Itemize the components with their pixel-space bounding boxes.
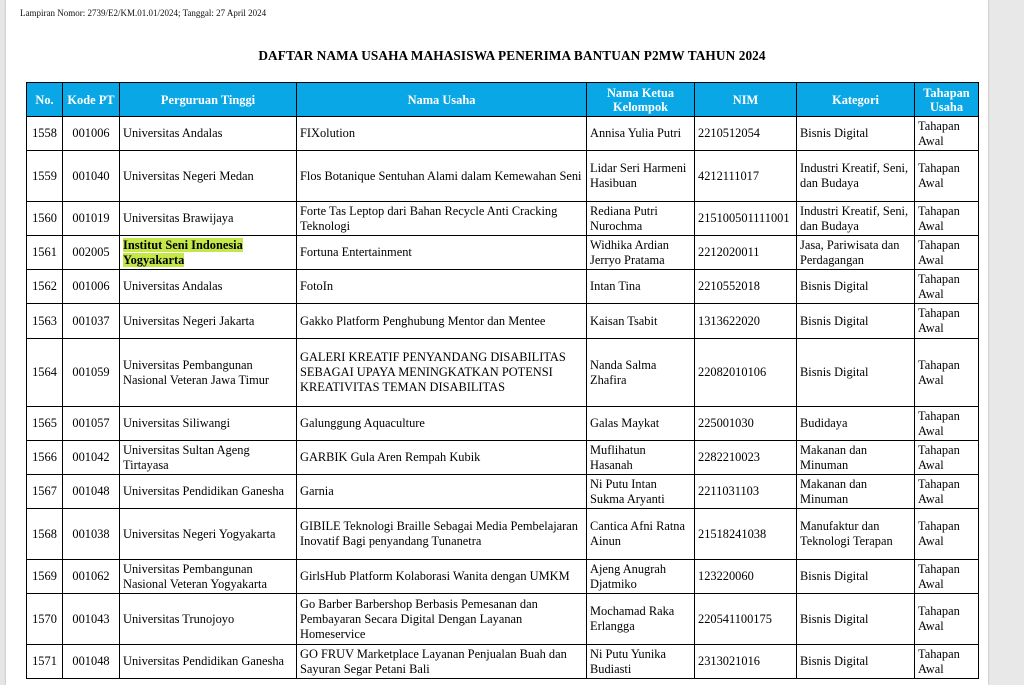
cell-nama-ketua: Nanda Salma Zhafira (587, 339, 695, 407)
cell-nama-ketua: Intan Tina (587, 270, 695, 304)
cell-kode-pt: 001037 (63, 304, 120, 339)
table-row (27, 441, 979, 475)
table-row (27, 594, 979, 645)
cell-tahapan-usaha: Tahapan Awal (915, 117, 979, 151)
cell-kode-pt: 001038 (63, 509, 120, 560)
cell-nama-ketua: Rediana Putri Nurochma (587, 202, 695, 236)
header-nama-ketua: Nama Ketua Kelompok (587, 83, 695, 117)
cell-nama-usaha: FotoIn (297, 270, 587, 304)
table-header-row (27, 83, 979, 117)
cell-perguruan-tinggi: Universitas Trunojoyo (120, 594, 297, 645)
cell-kode-pt: 001062 (63, 560, 120, 594)
cell-perguruan-tinggi (120, 236, 297, 270)
header-no: No. (27, 83, 63, 117)
cell-nama-usaha: Fortuna Entertainment (297, 236, 587, 270)
cell-perguruan-tinggi: Universitas Pembangunan Nasional Veteran Yogyakarta (120, 560, 297, 594)
cell-kode-pt: 001048 (63, 645, 120, 679)
cell-nim: 2210512054 (695, 117, 797, 151)
cell-kode-pt: 001006 (63, 117, 120, 151)
cell-nama-ketua: Widhika Ardian Jerryo Pratama (587, 236, 695, 270)
cell-nim: 4212111017 (695, 151, 797, 202)
cell-kategori: Industri Kreatif, Seni, dan Budaya (797, 151, 915, 202)
cell-kategori: Bisnis Digital (797, 117, 915, 151)
cell-kode-pt: 001019 (63, 202, 120, 236)
cell-no: 1566 (27, 441, 63, 475)
cell-kategori: Bisnis Digital (797, 270, 915, 304)
header-kode-pt: Kode PT (63, 83, 120, 117)
cell-kode-pt: 001048 (63, 475, 120, 509)
cell-tahapan-usaha: Tahapan Awal (915, 594, 979, 645)
cell-tahapan-usaha: Tahapan Awal (915, 339, 979, 407)
document-title: DAFTAR NAMA USAHA MAHASISWA PENERIMA BANTUAN P2MW TAHUN 2024 (258, 48, 766, 63)
cell-nama-usaha: Forte Tas Leptop dari Bahan Recycle Anti Cracking Teknologi (297, 202, 587, 236)
cell-perguruan-tinggi: Universitas Brawijaya (120, 202, 297, 236)
cell-kategori: Manufaktur dan Teknologi Terapan (797, 509, 915, 560)
cell-tahapan-usaha: Tahapan Awal (915, 441, 979, 475)
cell-tahapan-usaha: Tahapan Awal (915, 475, 979, 509)
table-row (27, 560, 979, 594)
cell-perguruan-tinggi: Universitas Pendidikan Ganesha (120, 475, 297, 509)
header-nama-usaha: Nama Usaha (297, 83, 587, 117)
cell-nama-usaha: Galunggung Aquaculture (297, 407, 587, 441)
table-row (27, 339, 979, 407)
cell-perguruan-tinggi: Universitas Pendidikan Ganesha (120, 645, 297, 679)
cell-nim: 215100501111001 (695, 202, 797, 236)
cell-kategori: Industri Kreatif, Seni, dan Budaya (797, 202, 915, 236)
cell-no: 1559 (27, 151, 63, 202)
cell-kategori: Bisnis Digital (797, 304, 915, 339)
cell-nama-ketua: Galas Maykat (587, 407, 695, 441)
cell-no: 1568 (27, 509, 63, 560)
cell-kategori: Makanan dan Minuman (797, 475, 915, 509)
table-row (27, 304, 979, 339)
cell-nim: 123220060 (695, 560, 797, 594)
cell-nama-usaha: Go Barber Barbershop Berbasis Pemesanan dan Pembayaran Secara Digital Dengan Layanan Homeservice (297, 594, 587, 645)
cell-nim: 2313021016 (695, 645, 797, 679)
cell-nama-ketua: Muflihatun Hasanah (587, 441, 695, 475)
cell-nama-usaha: GO FRUV Marketplace Layanan Penjualan Buah dan Sayuran Segar Petani Bali (297, 645, 587, 679)
cell-no: 1570 (27, 594, 63, 645)
reference-number: Lampiran Nomor: 2739/E2/KM.01.01/2024; Tanggal: 27 April 2024 (20, 8, 267, 18)
cell-tahapan-usaha: Tahapan Awal (915, 509, 979, 560)
cell-nama-usaha: FIXolution (297, 117, 587, 151)
cell-nim: 21518241038 (695, 509, 797, 560)
cell-nama-ketua: Annisa Yulia Putri (587, 117, 695, 151)
cell-nim: 220541100175 (695, 594, 797, 645)
cell-kode-pt: 001040 (63, 151, 120, 202)
cell-kategori: Bisnis Digital (797, 645, 915, 679)
cell-nim: 1313622020 (695, 304, 797, 339)
cell-tahapan-usaha: Tahapan Awal (915, 236, 979, 270)
header-nim: NIM (695, 83, 797, 117)
cell-nim: 2282210023 (695, 441, 797, 475)
cell-no: 1563 (27, 304, 63, 339)
cell-nim: 225001030 (695, 407, 797, 441)
cell-kode-pt: 001057 (63, 407, 120, 441)
table-row (27, 645, 979, 679)
cell-no: 1562 (27, 270, 63, 304)
table-row (27, 475, 979, 509)
table-row (27, 407, 979, 441)
cell-perguruan-tinggi: Universitas Negeri Jakarta (120, 304, 297, 339)
cell-kategori: Bisnis Digital (797, 594, 915, 645)
table-body (27, 117, 979, 679)
cell-no: 1561 (27, 236, 63, 270)
table-row (27, 236, 979, 270)
cell-nama-ketua: Ajeng Anugrah Djatmiko (587, 560, 695, 594)
cell-tahapan-usaha: Tahapan Awal (915, 407, 979, 441)
cell-perguruan-tinggi: Universitas Andalas (120, 117, 297, 151)
cell-kategori: Bisnis Digital (797, 339, 915, 407)
cell-kategori: Makanan dan Minuman (797, 441, 915, 475)
cell-no: 1560 (27, 202, 63, 236)
cell-kategori: Bisnis Digital (797, 560, 915, 594)
cell-no: 1565 (27, 407, 63, 441)
cell-tahapan-usaha: Tahapan Awal (915, 560, 979, 594)
cell-no: 1567 (27, 475, 63, 509)
cell-perguruan-tinggi: Universitas Sultan Ageng Tirtayasa (120, 441, 297, 475)
cell-perguruan-tinggi: Universitas Andalas (120, 270, 297, 304)
cell-nama-usaha: GALERI KREATIF PENYANDANG DISABILITAS SEBAGAI UPAYA MENINGKATKAN POTENSI KREATIVITAS TEMAN DISABILITAS (297, 339, 587, 407)
cell-nama-ketua: Mochamad Raka Erlangga (587, 594, 695, 645)
cell-no: 1571 (27, 645, 63, 679)
cell-nim: 22082010106 (695, 339, 797, 407)
cell-nama-usaha: Flos Botanique Sentuhan Alami dalam Kemewahan Seni (297, 151, 587, 202)
cell-no: 1564 (27, 339, 63, 407)
cell-tahapan-usaha: Tahapan Awal (915, 270, 979, 304)
cell-perguruan-tinggi: Universitas Pembangunan Nasional Veteran Jawa Timur (120, 339, 297, 407)
cell-nama-usaha: Gakko Platform Penghubung Mentor dan Mentee (297, 304, 587, 339)
highlighted-text: Institut Seni Indonesia Yogyakarta (123, 237, 243, 267)
viewer-scroll-area[interactable] (988, 0, 1024, 685)
recipients-table (26, 82, 979, 679)
cell-nama-usaha: GIBILE Teknologi Braille Sebagai Media Pembelajaran Inovatif Bagi penyandang Tunanetra (297, 509, 587, 560)
header-kategori: Kategori (797, 83, 915, 117)
cell-no: 1558 (27, 117, 63, 151)
header-tahapan-usaha: Tahapan Usaha (915, 83, 979, 117)
table-row (27, 509, 979, 560)
cell-nim: 2210552018 (695, 270, 797, 304)
table-row (27, 117, 979, 151)
cell-perguruan-tinggi: Universitas Negeri Yogyakarta (120, 509, 297, 560)
cell-nama-usaha: GirlsHub Platform Kolaborasi Wanita dengan UMKM (297, 560, 587, 594)
cell-tahapan-usaha: Tahapan Awal (915, 304, 979, 339)
cell-kode-pt: 001006 (63, 270, 120, 304)
header-perguruan-tinggi: Perguruan Tinggi (120, 83, 297, 117)
cell-perguruan-tinggi: Universitas Negeri Medan (120, 151, 297, 202)
cell-nim: 2211031103 (695, 475, 797, 509)
cell-kategori: Jasa, Pariwisata dan Perdagangan (797, 236, 915, 270)
cell-nama-usaha: Garnia (297, 475, 587, 509)
cell-kode-pt: 001042 (63, 441, 120, 475)
cell-nama-ketua: Ni Putu Yunika Budiasti (587, 645, 695, 679)
cell-nama-ketua: Lidar Seri Harmeni Hasibuan (587, 151, 695, 202)
cell-nama-usaha: GARBIK Gula Aren Rempah Kubik (297, 441, 587, 475)
cell-kode-pt: 002005 (63, 236, 120, 270)
cell-nama-ketua: Ni Putu Intan Sukma Aryanti (587, 475, 695, 509)
cell-tahapan-usaha: Tahapan Awal (915, 202, 979, 236)
cell-no: 1569 (27, 560, 63, 594)
cell-perguruan-tinggi: Universitas Siliwangi (120, 407, 297, 441)
cell-tahapan-usaha: Tahapan Awal (915, 645, 979, 679)
cell-kode-pt: 001043 (63, 594, 120, 645)
cell-kategori: Budidaya (797, 407, 915, 441)
table-row (27, 151, 979, 202)
cell-kode-pt: 001059 (63, 339, 120, 407)
cell-nim: 2212020011 (695, 236, 797, 270)
table-row (27, 202, 979, 236)
cell-nama-ketua: Cantica Afni Ratna Ainun (587, 509, 695, 560)
table-row (27, 270, 979, 304)
cell-nama-ketua: Kaisan Tsabit (587, 304, 695, 339)
cell-tahapan-usaha: Tahapan Awal (915, 151, 979, 202)
